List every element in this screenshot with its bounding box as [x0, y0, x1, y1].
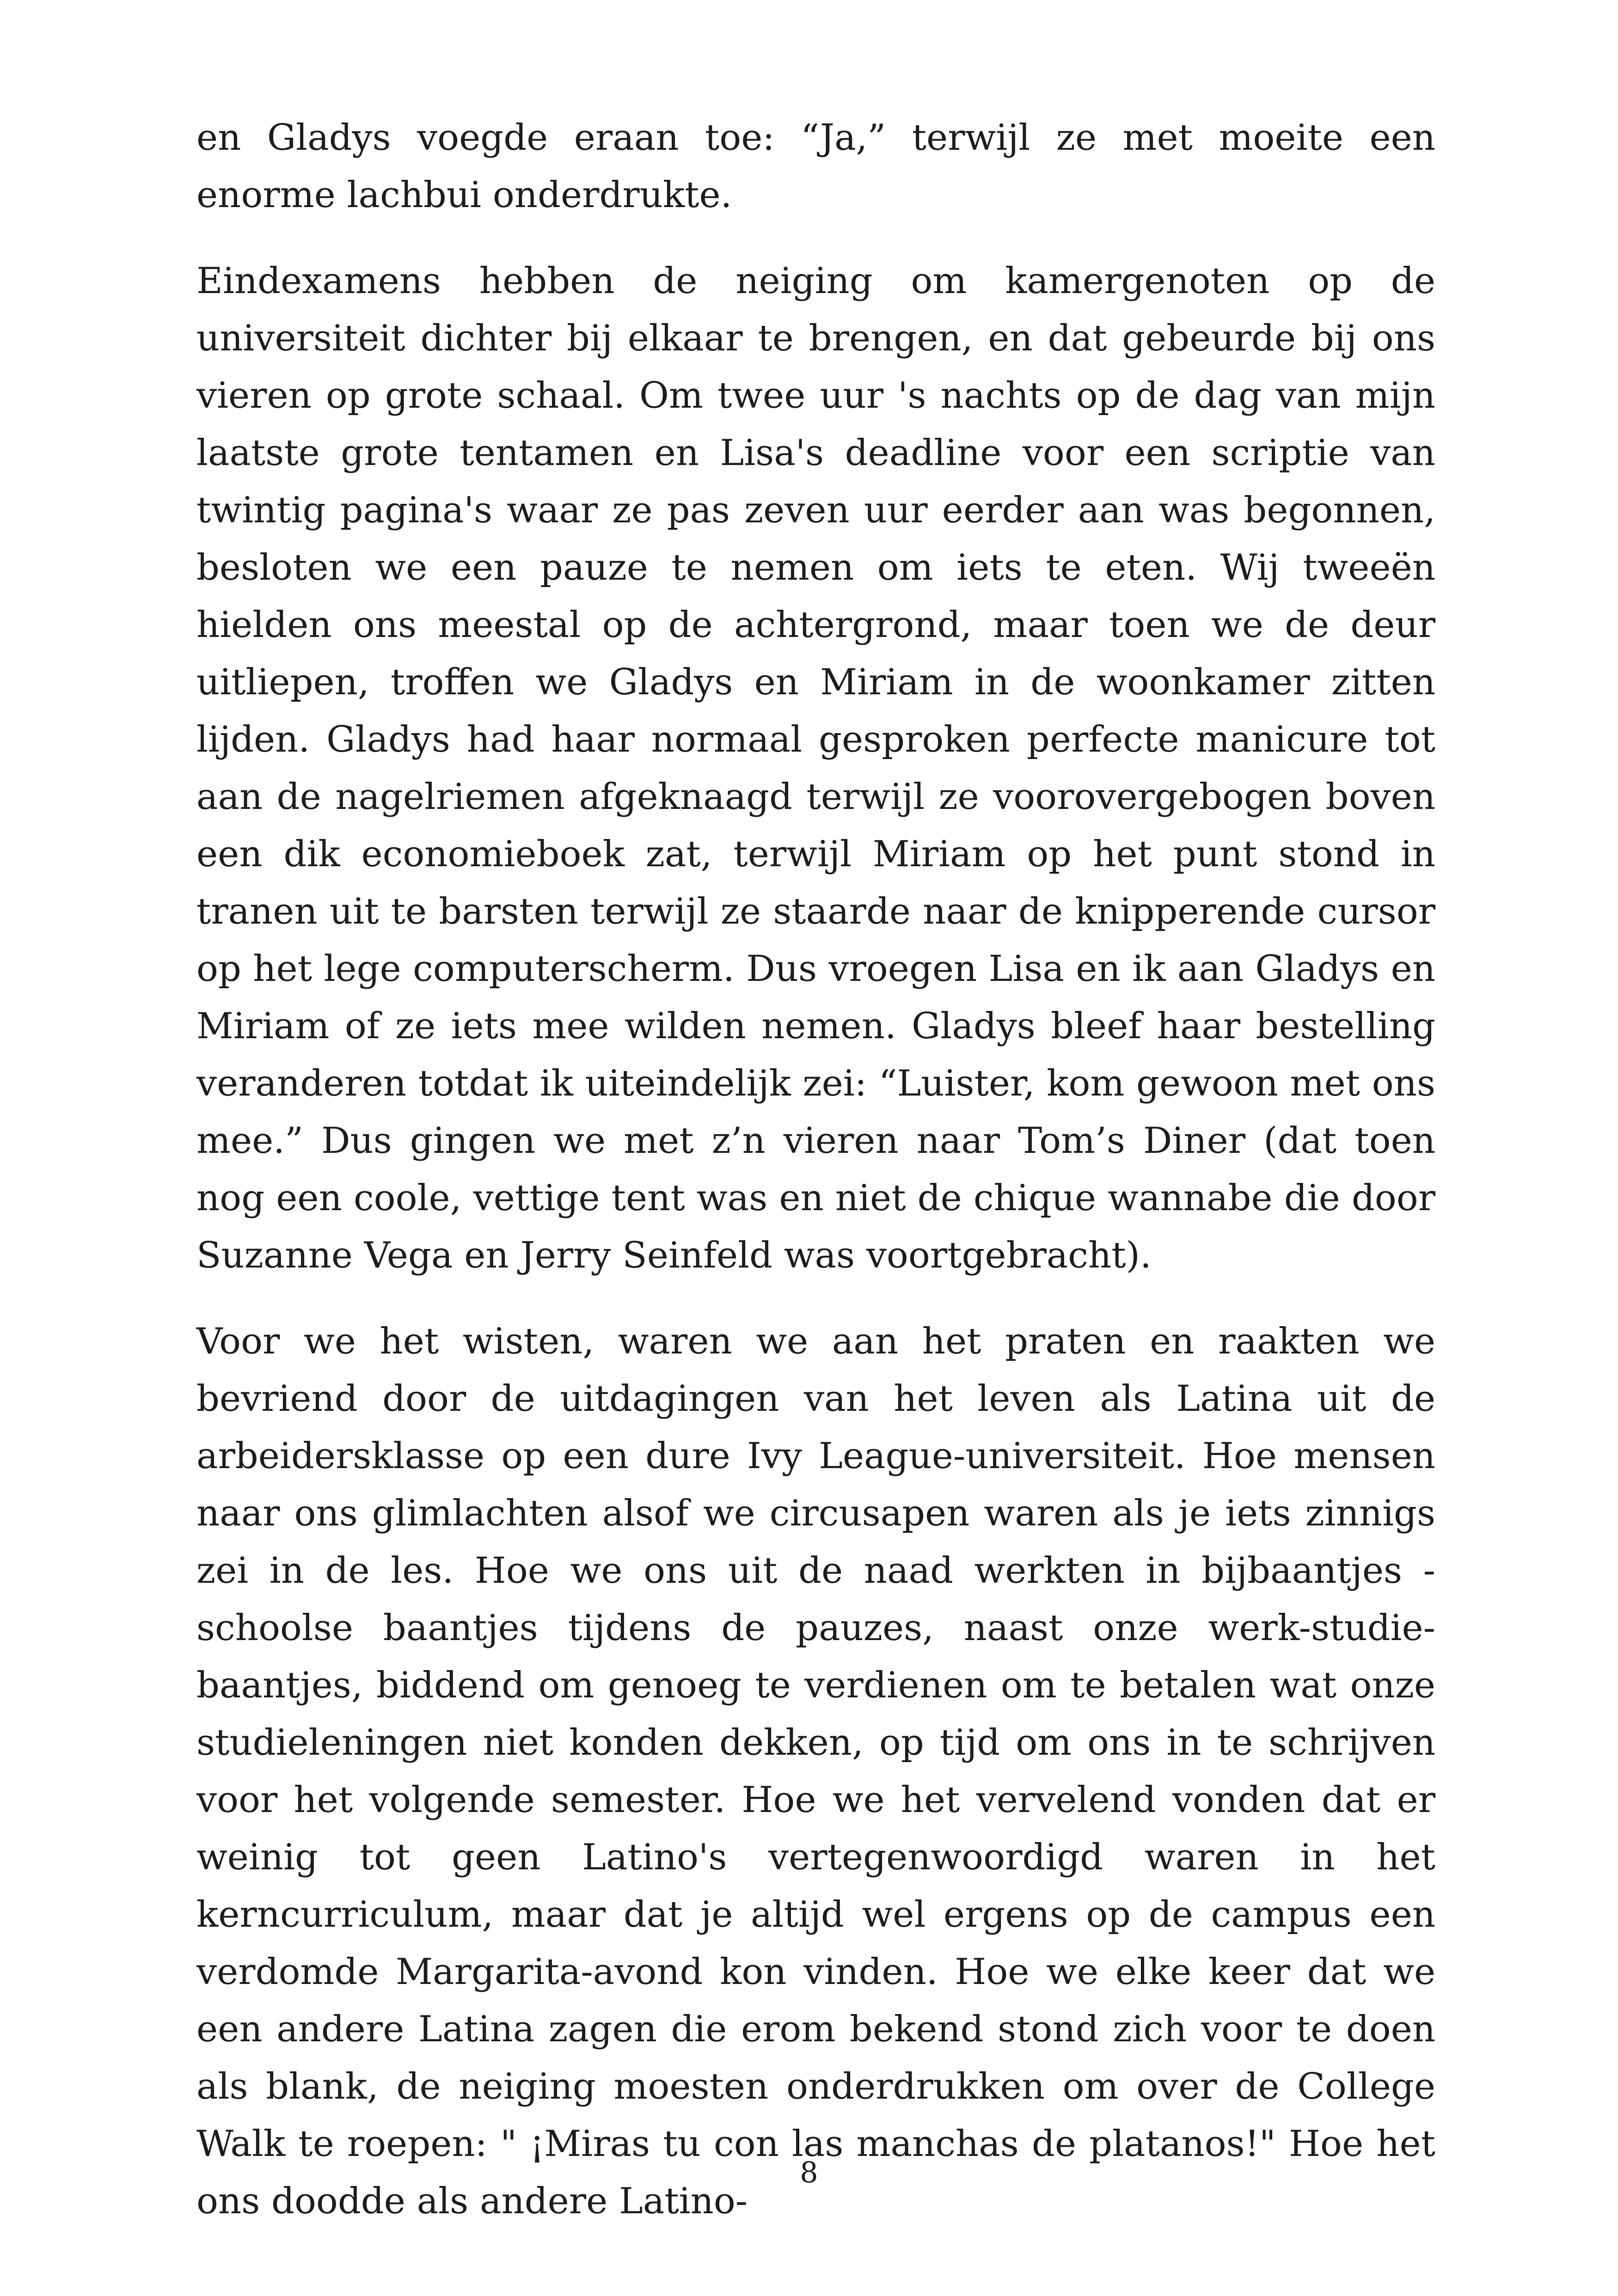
paragraph-1: en Gladys voegde eraan toe: “Ja,” terwijl ze met moeite een enorme lachbui onderdrukte. [196, 117, 1435, 216]
page-number: 8 [800, 2155, 818, 2189]
paragraph-3: Voor we het wisten, waren we aan het praten en raakten we bevriend door de uitdagingen van het leven als Latina uit de arbeidersklasse op een dure Ivy League-universiteit. Hoe mensen naar ons glimlachten alsof we circusapen waren als je iets zinnigs zei in de les. Hoe we ons uit de naad werkten in bijbaantjes -schoolse baantjes tijdens de pauzes, naast onze werk-studie-baantjes, biddend om genoeg te verdienen om te betalen wat onze studieleningen niet konden dekken, op tijd om ons in te schrijven voor het volgende semester. Hoe we het vervelend vonden dat er weinig tot geen Latino's vertegenwoordigd waren in het kerncurriculum, maar dat je altijd wel ergens op de campus een verdomde Margarita-avond kon vinden. Hoe we elke keer dat we een andere Latina zagen die erom bekend stond zich voor te doen als blank, de neiging moesten onderdrukken om over de College Walk te roepen: " ¡Miras tu con las manchas de platanos!" Hoe het ons doodde als andere Latino- [196, 1321, 1435, 2222]
body-text [196, 109, 1435, 2259]
paragraph-2: Eindexamens hebben de neiging om kamergenoten op de universiteit dichter bij elkaar te brengen, en dat gebeurde bij ons vieren op grote schaal. Om twee uur 's nachts op de dag van mijn laatste grote tentamen en Lisa's deadline voor een scriptie van twintig pagina's waar ze pas zeven uur eerder aan was begonnen, besloten we een pauze te nemen om iets te eten. Wij tweeën hielden ons meestal op de achtergrond, maar toen we de deur uitliepen, troffen we Gladys en Miriam in de woonkamer zitten lijden. Gladys had haar normaal gesproken perfecte manicure tot aan de nagelriemen afgeknaagd terwijl ze voorovergebogen boven een dik economieboek zat, terwijl Miriam op het punt stond in tranen uit te barsten terwijl ze staarde naar de knipperende cursor op het lege computerscherm. Dus vroegen Lisa en ik aan Gladys en Miriam of ze iets mee wilden nemen. Gladys bleef haar bestelling veranderen totdat ik uiteindelijk zei: “Luister, kom gewoon met ons mee.” Dus gingen we met z’n vieren naar Tom’s Diner (dat toen nog een coole, vettige tent was en niet de chique wannabe die door Suzanne Vega en Jerry Seinfeld was voortgebracht). [196, 260, 1435, 1276]
